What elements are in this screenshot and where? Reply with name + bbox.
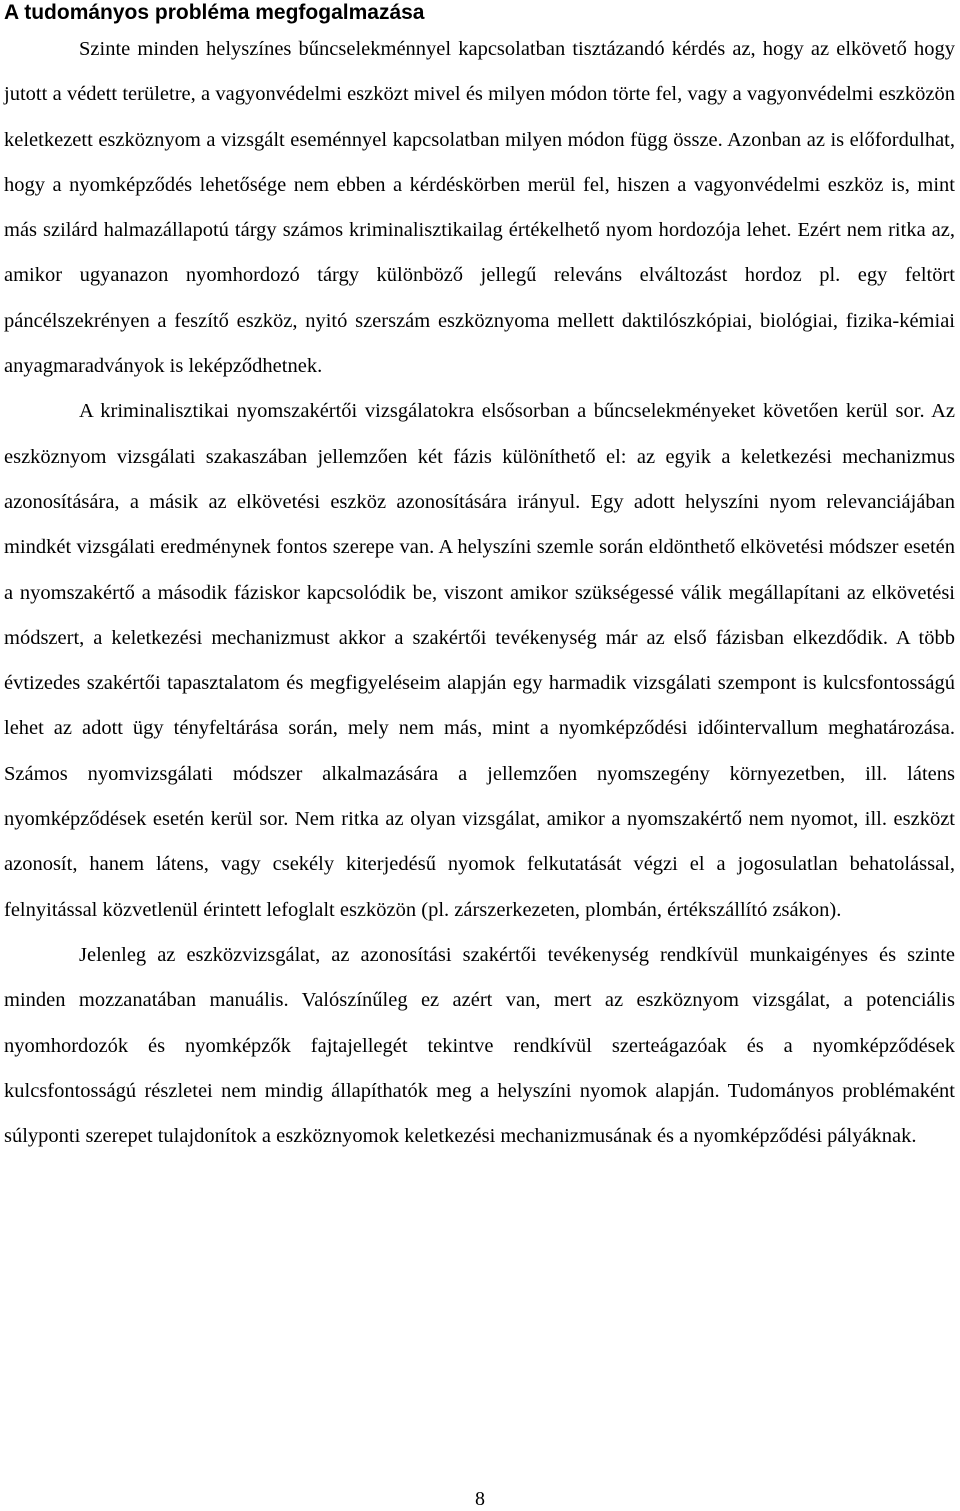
page-number: 8 [475,1488,485,1510]
document-page [4,0,955,1159]
paragraph-1: Szinte minden helyszínes bűncselekménnyel kapcsolatban tisztázandó kérdés az, hogy az elkövető hogy jutott a védett területre, a vagyonvédelmi eszközt mivel és milyen módon törte fel, vagy a vagyonvédelmi eszközön keletkezett eszköznyom a vizsgált eseménnyel kapcsolatban milyen módon függ össze. Azonban az is előfordulhat, hogy a nyomképződés lehetősége nem ebben a kérdéskörben merül fel, hiszen a vagyonvédelmi eszköz is, mint más szilárd halmazállapotú tárgy számos kriminalisztikailag értékelhető nyom hordozója lehet. Ezért nem ritka az, amikor ugyanazon nyomhordozó tárgy különböző jellegű releváns elváltozást hordoz pl. egy feltört páncélszekrényen a feszítő eszköz, nyitó szerszám eszköznyoma mellett daktilószkópiai, biológiai, fizika-kémiai anyagmaradványok is leképződhetnek. [4,38,955,378]
paragraph-2: A kriminalisztikai nyomszakértői vizsgálatokra elsősorban a bűncselekményeket követően kerül sor. Az eszköznyom vizsgálati szakaszában jellemzően két fázis különíthető el: az egyik a keletkezési mechanizmus azonosítására, a másik az elkövetési eszköz azonosítására irányul. Egy adott helyszíni nyom relevanciájában mindkét vizsgálati eredménynek fontos szerepe van. A helyszíni szemle során eldönthető elkövetési módszer esetén a nyomszakértő a második fáziskor kapcsolódik be, viszont amikor szükségessé válik megállapítani az elkövetési módszert, a keletkezési mechanizmust akkor a szakértői tevékenység már az első fázisban elkezdődik. A több évtizedes szakértői tapasztalatom és megfigyeléseim alapján egy harmadik vizsgálati szempont is kulcsfontosságú lehet az adott ügy tényfeltárása során, mely nem más, mint a nyomképződési időintervallum meghatározása. Számos nyomvizsgálati módszer alkalmazására a jellemzően nyomszegény környezetben, ill. látens nyomképződések esetén kerül sor. Nem ritka az olyan vizsgálat, amikor a nyomszakértő nem nyomot, ill. eszközt azonosít, hanem látens, vagy csekély kiterjedésű nyomok felkutatását végzi el a jogosulatlan behatolással, felnyitással közvetlenül érintett lefoglalt eszközön (pl. zárszerkezeten, plombán, értékszállító zsákon). [4,400,955,921]
paragraph-3: Jelenleg az eszközvizsgálat, az azonosítási szakértői tevékenység rendkívül munkaigényes és szinte minden mozzanatában manuális. Valószínűleg ez azért van, mert az eszköznyom vizsgálat, a potenciális nyomhordozók és nyomképzők fajtajellegét tekintve rendkívül szerteágazóak és a nyomképződések kulcsfontosságú részletei nem mindig állapíthatók meg a helyszíni nyomok alapján. Tudományos problémaként súlyponti szerepet tulajdonítok a eszköznyomok keletkezési mechanizmusának és a nyomképződési pályáknak. [4,943,955,1148]
section-heading: A tudományos probléma megfogalmazása [4,1,425,24]
document-body [4,27,955,1159]
